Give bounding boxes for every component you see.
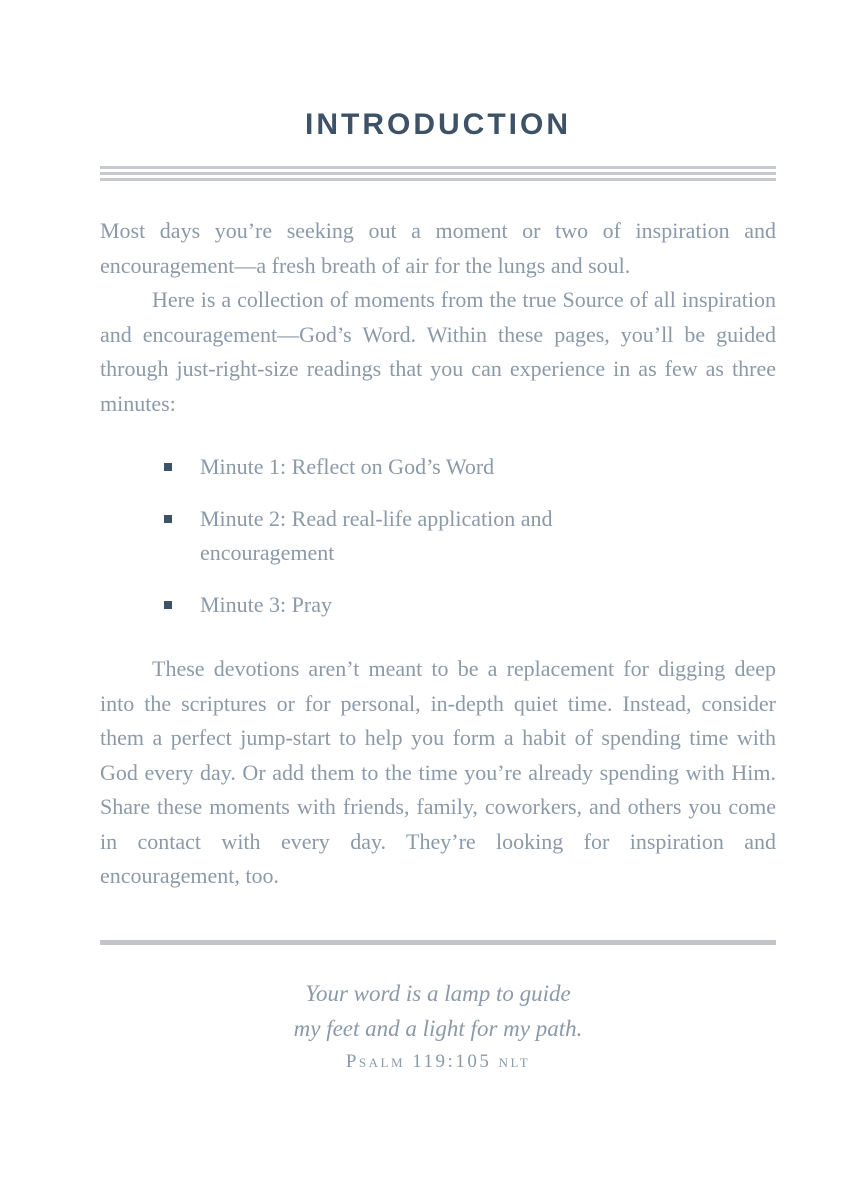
rule-line <box>100 166 776 169</box>
scripture-reference: Psalm 119:105 nlt <box>345 1050 531 1072</box>
paragraph-1: Most days you’re seeking out a moment or two of inspiration and encouragement—a fresh breath of air for the lungs and soul. <box>100 218 776 278</box>
square-bullet-icon <box>164 463 172 471</box>
list-item-minute-3 <box>100 588 660 623</box>
triple-rule-divider <box>100 166 776 181</box>
introduction-body <box>100 214 776 894</box>
paragraph-2: Here is a collection of moments from the true Source of all inspiration and encouragement—God’s Word. Within these pages, you’ll be guided through just-right-size readings that you can experience in as few as three minutes: <box>100 287 776 416</box>
list-item-text: Minute 1: Reflect on God’s Word <box>200 454 495 479</box>
square-bullet-icon <box>164 601 172 609</box>
rule-line <box>100 172 776 175</box>
minutes-list <box>100 450 776 622</box>
page-title: INTRODUCTION <box>305 108 571 141</box>
square-bullet-icon <box>164 515 172 523</box>
scripture-quote <box>100 976 776 1073</box>
rule-line <box>100 178 776 181</box>
quote-line-1: Your word is a lamp to guide <box>305 980 571 1006</box>
paragraph-3: These devotions aren’t meant to be a replacement for digging deep into the scriptures or for personal, in-depth quiet time. Instead, consider them a perfect jump-start to help you form a habit of spending time with God every day. Or add them to the time you’re already spending with Him. Share these moments with friends, family, coworkers, and others you come in contact with every day. They’re looking for inspiration and encouragement, too. <box>100 656 776 888</box>
list-item-text: Minute 2: Read real-life application and <box>200 505 553 531</box>
single-rule-divider <box>100 940 776 945</box>
list-item-text: encouragement <box>200 540 335 565</box>
list-item-minute-1 <box>100 450 660 485</box>
list-item-text: Minute 3: Pray <box>200 591 332 617</box>
quote-line-2: my feet and a light for my path. <box>293 1015 583 1041</box>
list-item-minute-2 <box>100 502 660 571</box>
